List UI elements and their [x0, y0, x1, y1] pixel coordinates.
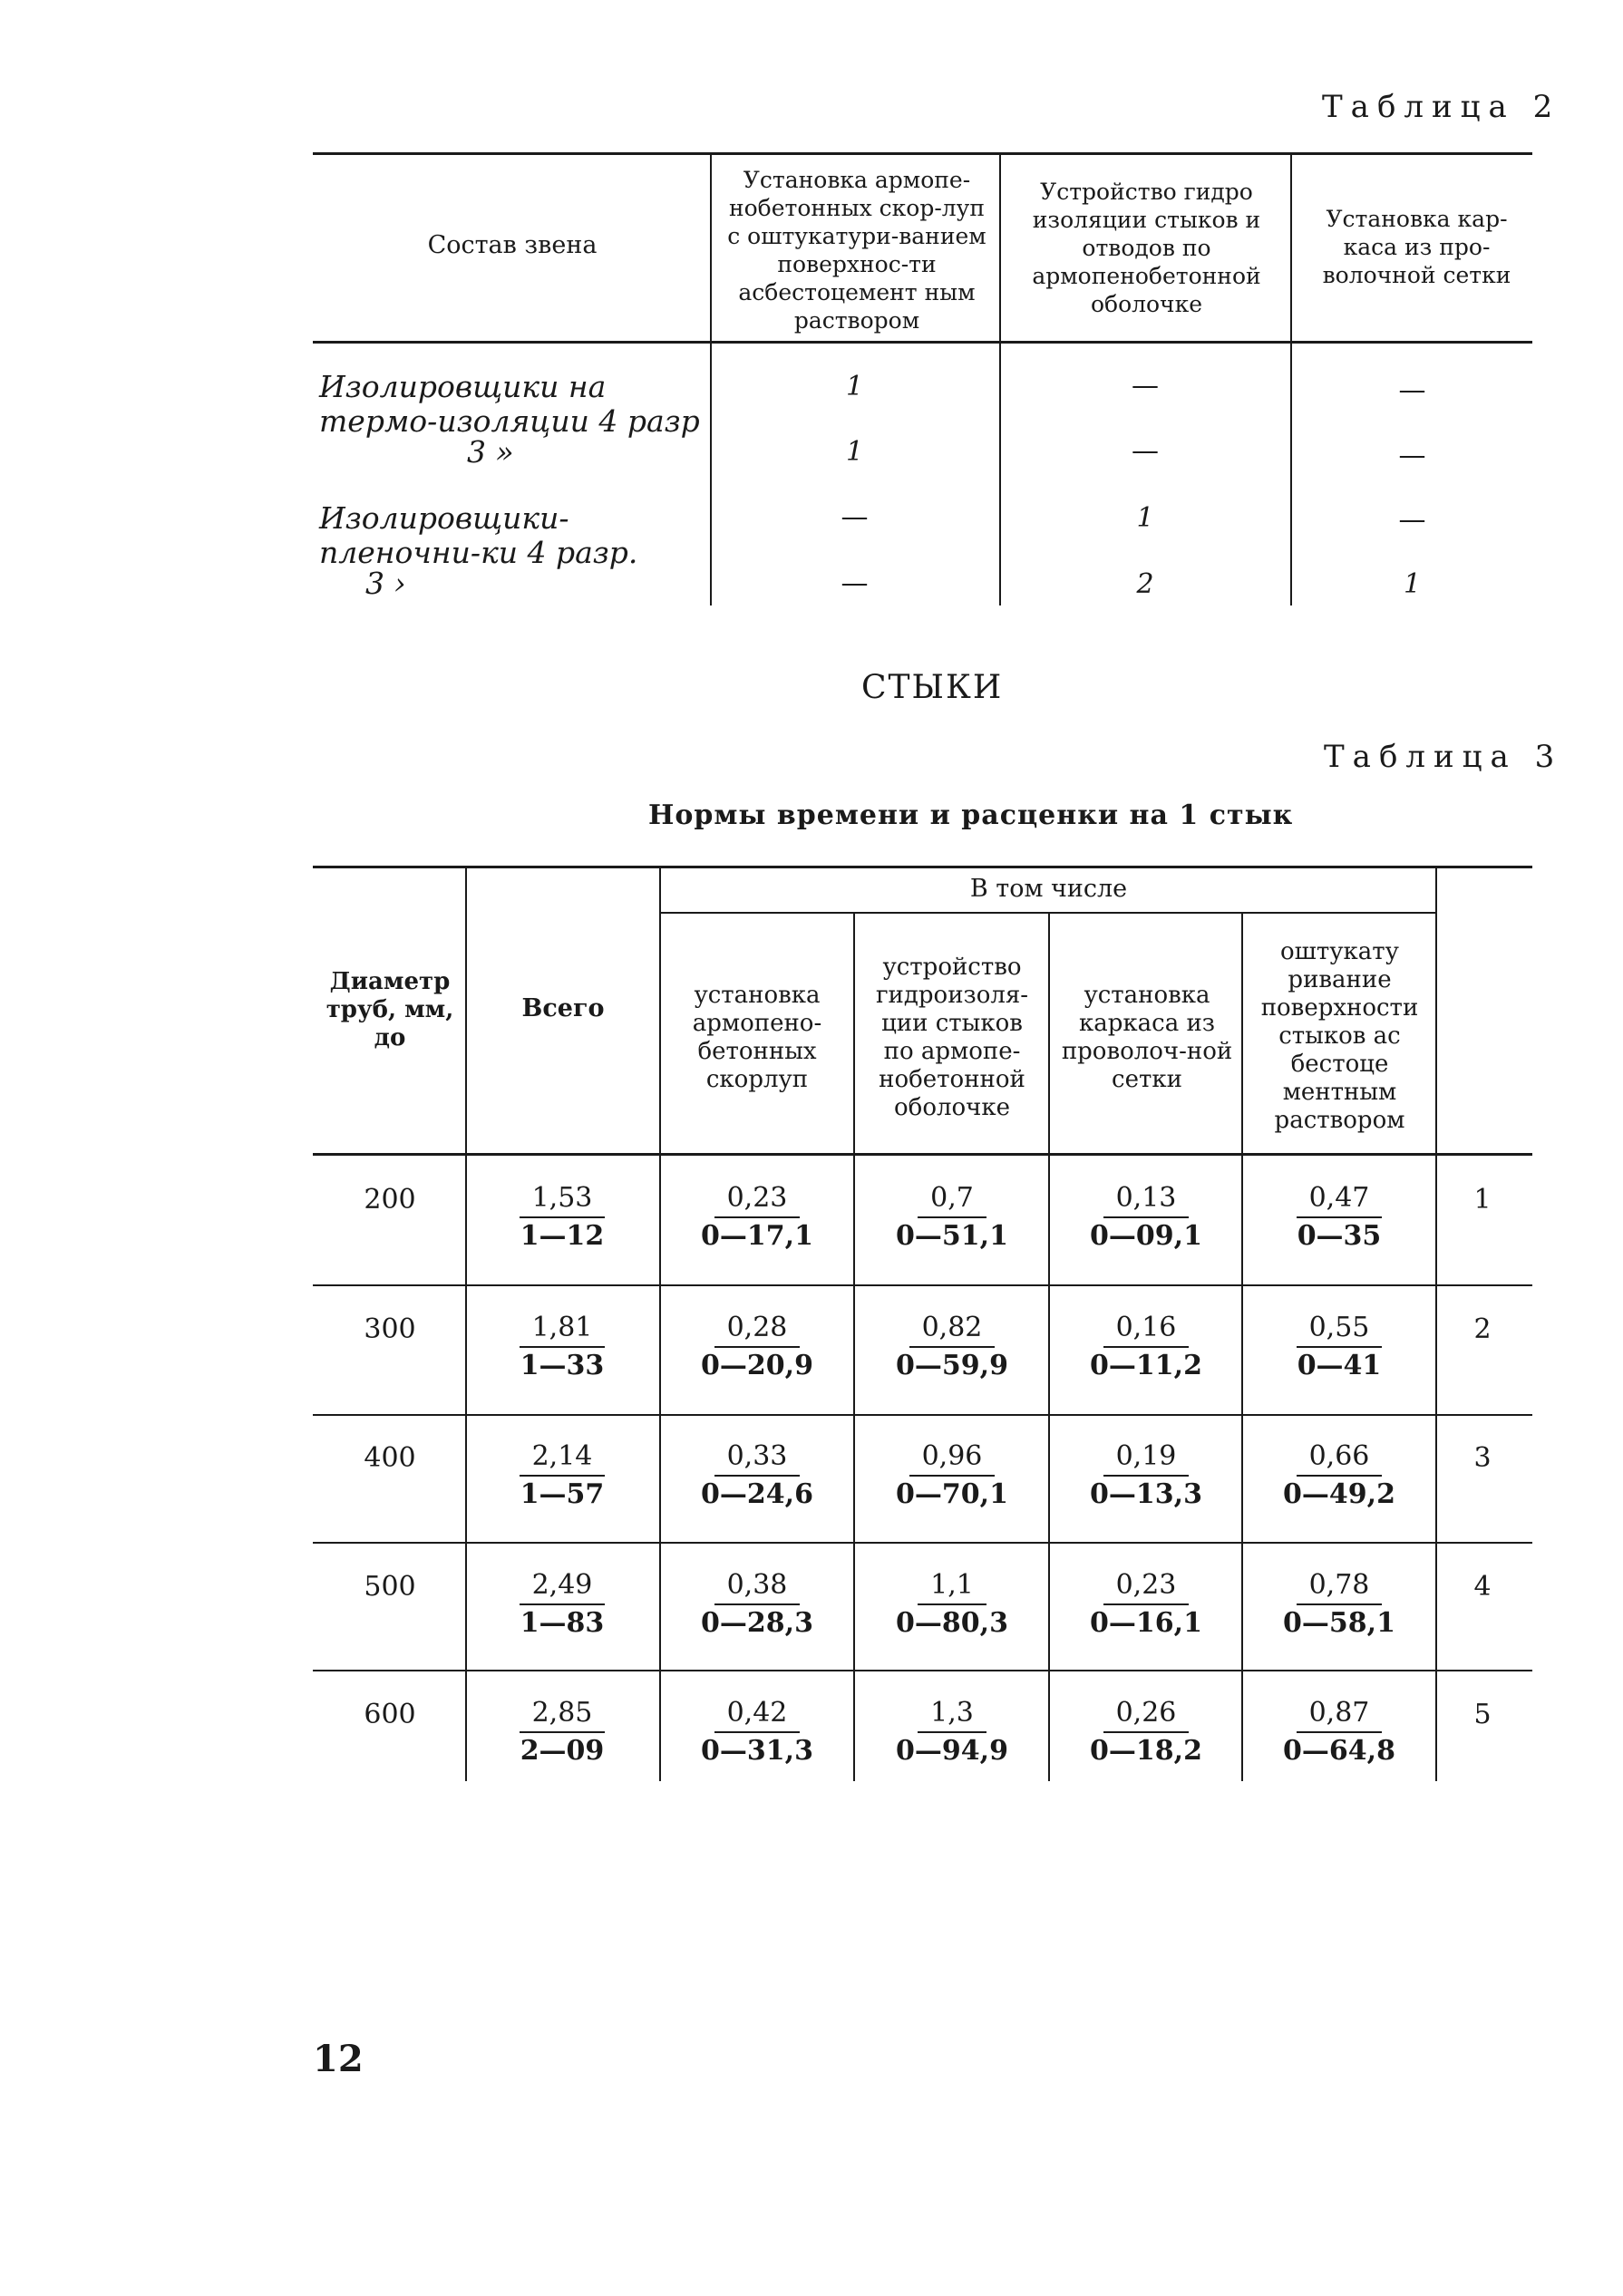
- table3-header-sub3: установка каркаса из проволоч-ной сетки: [1061, 982, 1233, 1093]
- table2-row2-c3: —: [1398, 440, 1426, 471]
- fraction-top: 0,96: [909, 1440, 996, 1477]
- fraction-top: 0,23: [714, 1182, 801, 1218]
- table3-row5-c4: [1267, 1697, 1412, 1769]
- fraction-top: 0,28: [714, 1312, 801, 1348]
- table2-row4-c3: 1: [1403, 568, 1422, 600]
- fraction-top: 1,81: [520, 1312, 606, 1348]
- fraction-bottom: 0—70,1: [896, 1478, 1008, 1510]
- table3-header-diameter: Диаметр труб, мм, до: [326, 968, 454, 1051]
- fraction-bottom: 0—58,1: [1283, 1607, 1395, 1639]
- fraction-top: 0,7: [918, 1182, 986, 1218]
- table3-row5-c2: [880, 1697, 1025, 1769]
- table2-row2-c2: —: [1132, 435, 1159, 467]
- table2-row3-c2: 1: [1136, 502, 1154, 534]
- fraction-bottom: 0—31,3: [701, 1735, 813, 1767]
- table3-vline-c3: [1048, 912, 1050, 1781]
- table3-row3-c4: [1267, 1440, 1412, 1513]
- fraction-top: 1,1: [918, 1569, 986, 1605]
- fraction-top: 1,53: [520, 1182, 606, 1218]
- table3-row3-diameter: 400: [364, 1442, 416, 1474]
- table3-header-rule: [313, 1153, 1532, 1156]
- fraction-bottom: 0—20,9: [701, 1350, 813, 1381]
- fraction-top: 0,55: [1297, 1312, 1383, 1348]
- fraction-bottom: 0—59,9: [896, 1350, 1008, 1381]
- table3-row4-total: [490, 1569, 635, 1642]
- table2-header-composition: Состав звена: [427, 231, 598, 259]
- table2-header-col3: Установка кар-каса из про-волочной сетки: [1322, 206, 1511, 288]
- table3-row2-total: [490, 1312, 635, 1384]
- table2-header-col1: Установка армопе-нобетонных скор-луп с оштукатури-ванием поверхнос-ти асбестоцемент ным раствором: [727, 167, 986, 334]
- table3-vline-c2: [853, 912, 855, 1781]
- table2-row1-c2: —: [1132, 370, 1159, 402]
- table3-row2-diameter: 300: [364, 1313, 416, 1345]
- fraction-bottom: 0—24,6: [701, 1478, 813, 1510]
- table3-row2-c1: [685, 1312, 830, 1384]
- table3-row5-number: 5: [1473, 1699, 1492, 1730]
- table3-row3-number: 3: [1473, 1442, 1492, 1474]
- table3-row1-diameter: 200: [364, 1184, 416, 1216]
- table3-row4-number: 4: [1473, 1571, 1492, 1603]
- fraction-top: 2,85: [520, 1697, 606, 1733]
- table3-row4-c4: [1267, 1569, 1412, 1642]
- fraction-top: 1,3: [918, 1697, 986, 1733]
- page-number: 12: [313, 2038, 364, 2080]
- table3-top-rule: [313, 866, 1532, 868]
- table2-row4-label: 3 ›: [365, 566, 406, 601]
- table3-caption: Таблица 3: [1324, 739, 1563, 775]
- table3-row1-c1: [685, 1182, 830, 1255]
- fraction-bottom: 0—49,2: [1283, 1478, 1395, 1510]
- table3-row2-c2: [880, 1312, 1025, 1384]
- fraction-top: 0,87: [1297, 1697, 1383, 1733]
- fraction-bottom: 0—35: [1297, 1220, 1382, 1252]
- fraction-bottom: 0—13,3: [1090, 1478, 1202, 1510]
- fraction-bottom: 0—11,2: [1090, 1350, 1202, 1381]
- table3-row3-c3: [1074, 1440, 1219, 1513]
- table2-caption: Таблица 2: [1322, 89, 1561, 125]
- table3-row3-c1: [685, 1440, 830, 1513]
- table3-row3-total: [490, 1440, 635, 1513]
- fraction-bottom: 0—17,1: [701, 1220, 813, 1252]
- fraction-bottom: 0—41: [1297, 1350, 1382, 1381]
- fraction-top: 0,42: [714, 1697, 801, 1733]
- fraction-top: 2,49: [520, 1569, 606, 1605]
- table2-top-rule: [313, 152, 1532, 155]
- fraction-bottom: 1—12: [520, 1220, 605, 1252]
- table3-header-sub4: оштукату ривание поверхности стыков ас бестоце ментным раствором: [1260, 938, 1419, 1134]
- fraction-bottom: 0—51,1: [896, 1220, 1008, 1252]
- fraction-top: 0,66: [1297, 1440, 1383, 1477]
- table3-title: Нормы времени и расценки на 1 стык: [648, 799, 1294, 831]
- table2-row3-c1: —: [841, 501, 869, 533]
- fraction-bottom: 1—57: [520, 1478, 605, 1510]
- fraction-top: 0,82: [909, 1312, 996, 1348]
- table2-row3-c3: —: [1398, 504, 1426, 536]
- table3-row5-c1: [685, 1697, 830, 1769]
- table3-row1-c4: [1267, 1182, 1412, 1255]
- fraction-top: 2,14: [520, 1440, 606, 1477]
- table2-row1-label: Изолировщики на термо-изоляции 4 разр: [319, 369, 700, 439]
- fraction-top: 0,38: [714, 1569, 801, 1605]
- table3-row4-diameter: 500: [364, 1571, 416, 1603]
- fraction-top: 0,47: [1297, 1182, 1383, 1218]
- table3-row4-c1: [685, 1569, 830, 1642]
- table3-row1-total: [490, 1182, 635, 1255]
- table3-header-total: Всего: [521, 994, 605, 1022]
- fraction-top: 0,23: [1103, 1569, 1190, 1605]
- table3-row-rule-3: [313, 1542, 1532, 1544]
- table3-row1-number: 1: [1473, 1184, 1492, 1216]
- table3-header-including: В том числе: [969, 875, 1128, 903]
- table3-row1-c2: [880, 1182, 1025, 1255]
- table3-row2-number: 2: [1473, 1313, 1492, 1345]
- table2-row4-c2: 2: [1136, 568, 1154, 600]
- table3-row4-c3: [1074, 1569, 1219, 1642]
- fraction-top: 0,19: [1103, 1440, 1190, 1477]
- fraction-bottom: 0—28,3: [701, 1607, 813, 1639]
- table3-row5-diameter: 600: [364, 1699, 416, 1730]
- table3-row-rule-2: [313, 1414, 1532, 1416]
- table3-vline-c1: [659, 866, 661, 1781]
- fraction-top: 0,16: [1103, 1312, 1190, 1348]
- table3-row2-c4: [1267, 1312, 1412, 1384]
- table2-row2-label: 3 »: [467, 434, 514, 470]
- fraction-bottom: 0—94,9: [896, 1735, 1008, 1767]
- table3-row1-c3: [1074, 1182, 1219, 1255]
- table2-row1-c1: 1: [845, 371, 864, 402]
- table3-row-rule-1: [313, 1284, 1532, 1286]
- table2-header-rule: [313, 341, 1532, 344]
- table3-header-sub1: установка армопено-бетонных скорлуп: [692, 982, 822, 1093]
- fraction-bottom: 0—18,2: [1090, 1735, 1202, 1767]
- table3-vline-c4: [1241, 912, 1243, 1781]
- fraction-bottom: 1—33: [520, 1350, 605, 1381]
- table2-header-col2: Устройство гидро изоляции стыков и отводов по армопенобетонной оболочке: [1032, 179, 1261, 317]
- fraction-top: 0,13: [1103, 1182, 1190, 1218]
- table3-row2-c3: [1074, 1312, 1219, 1384]
- fraction-top: 0,26: [1103, 1697, 1190, 1733]
- table2-row4-c1: —: [841, 567, 869, 599]
- fraction-bottom: 0—16,1: [1090, 1607, 1202, 1639]
- fraction-bottom: 0—09,1: [1090, 1220, 1202, 1252]
- table2-row1-c3: —: [1398, 374, 1426, 406]
- fraction-bottom: 0—64,8: [1283, 1735, 1395, 1767]
- table3-row5-total: [490, 1697, 635, 1769]
- table2-row2-c1: 1: [845, 436, 864, 468]
- fraction-bottom: 0—80,3: [896, 1607, 1008, 1639]
- fraction-top: 0,33: [714, 1440, 801, 1477]
- fraction-bottom: 2—09: [520, 1735, 605, 1767]
- section-title: СТЫКИ: [861, 669, 1004, 706]
- table3-header-sub2: устройство гидроизоля-ции стыков по армопе-нобетонной оболочке: [875, 954, 1029, 1121]
- fraction-bottom: 1—83: [520, 1607, 605, 1639]
- table3-row3-c2: [880, 1440, 1025, 1513]
- table2-row3-label: Изолировщики-пленочни-ки 4 разр.: [319, 500, 638, 570]
- table3-row5-c3: [1074, 1697, 1219, 1769]
- table3-row4-c2: [880, 1569, 1025, 1642]
- fraction-top: 0,78: [1297, 1569, 1383, 1605]
- table3-row-rule-4: [313, 1670, 1532, 1671]
